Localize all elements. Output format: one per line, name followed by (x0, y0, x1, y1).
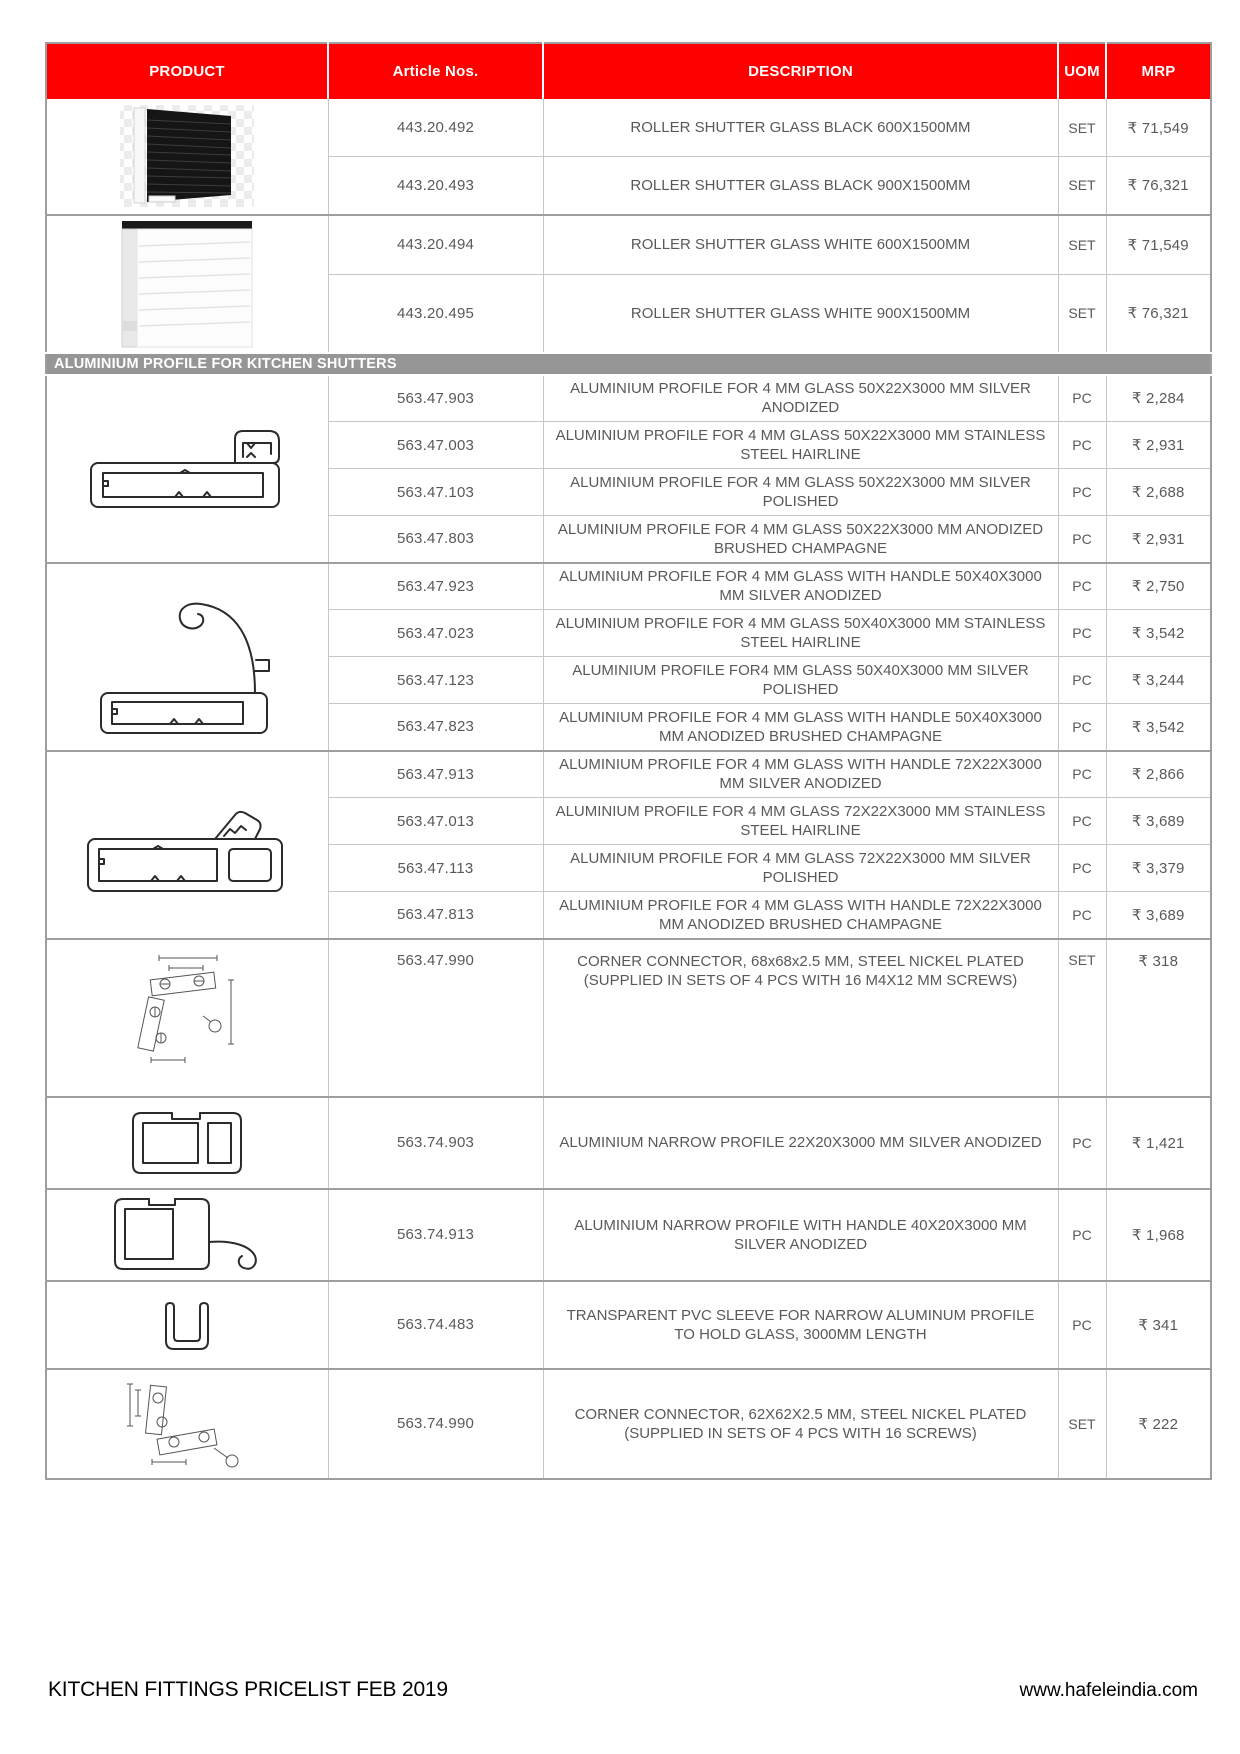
description-cell: ROLLER SHUTTER GLASS WHITE 600X1500MM (543, 215, 1058, 275)
mrp-cell: ₹ 2,750 (1106, 563, 1211, 610)
column-header-mrp: MRP (1106, 43, 1211, 99)
product-image-corner-connector-62 (46, 1369, 328, 1479)
description-cell: ALUMINIUM PROFILE FOR 4 MM GLASS WITH HANDLE 50X40X3000 MM ANODIZED BRUSHED CHAMPAGNE (543, 704, 1058, 751)
column-header-product: PRODUCT (46, 43, 328, 99)
article-cell: 563.47.903 (328, 375, 543, 422)
uom-cell: PC (1058, 1189, 1106, 1281)
product-image-roller-shutter-white (46, 215, 328, 353)
column-header-description: DESCRIPTION (543, 43, 1058, 99)
uom-cell: SET (1058, 275, 1106, 353)
article-cell: 563.47.990 (328, 939, 543, 1097)
table-row (46, 375, 1211, 422)
uom-cell: PC (1058, 1097, 1106, 1189)
mrp-cell: ₹ 3,244 (1106, 657, 1211, 704)
description-cell: ALUMINIUM PROFILE FOR 4 MM GLASS WITH HANDLE 72X22X3000 MM SILVER ANODIZED (543, 751, 1058, 798)
mrp-cell: ₹ 76,321 (1106, 157, 1211, 215)
article-cell: 563.47.003 (328, 422, 543, 469)
table-row (46, 215, 1211, 275)
description-cell: ALUMINIUM PROFILE FOR 4 MM GLASS 50X22X3000 MM SILVER POLISHED (543, 469, 1058, 516)
description-cell: ALUMINIUM PROFILE FOR4 MM GLASS 50X40X3000 MM SILVER POLISHED (543, 657, 1058, 704)
profile-72x22-handle-drawing (83, 779, 291, 911)
description-cell: ROLLER SHUTTER GLASS BLACK 900X1500MM (543, 157, 1058, 215)
mrp-cell: ₹ 2,284 (1106, 375, 1211, 422)
description-cell: ALUMINIUM PROFILE FOR 4 MM GLASS 50X22X3000 MM SILVER ANODIZED (543, 375, 1058, 422)
article-cell: 563.74.903 (328, 1097, 543, 1189)
uom-cell: SET (1058, 99, 1106, 157)
uom-cell: PC (1058, 516, 1106, 563)
column-header-uom: UOM (1058, 43, 1106, 99)
mrp-cell: ₹ 341 (1106, 1281, 1211, 1369)
mrp-cell: ₹ 2,688 (1106, 469, 1211, 516)
product-image-aluminium-narrow-profile-handle (46, 1189, 328, 1281)
roller-shutter-black-image (92, 103, 282, 209)
mrp-cell: ₹ 2,931 (1106, 422, 1211, 469)
mrp-cell: ₹ 2,866 (1106, 751, 1211, 798)
description-cell: ALUMINIUM PROFILE FOR 4 MM GLASS 50X22X3000 MM ANODIZED BRUSHED CHAMPAGNE (543, 516, 1058, 563)
uom-cell: PC (1058, 1281, 1106, 1369)
section-title: ALUMINIUM PROFILE FOR KITCHEN SHUTTERS (46, 353, 1106, 375)
pvc-sleeve-drawing (158, 1295, 216, 1355)
article-cell: 563.47.923 (328, 563, 543, 610)
uom-cell: PC (1058, 610, 1106, 657)
article-cell: 443.20.493 (328, 157, 543, 215)
uom-cell: PC (1058, 469, 1106, 516)
description-cell: CORNER CONNECTOR, 68x68x2.5 MM, STEEL NICKEL PLATED (SUPPLIED IN SETS OF 4 PCS WITH 16 M4X12 MM SCREWS) (543, 939, 1058, 1097)
description-cell: ALUMINIUM NARROW PROFILE 22X20X3000 MM SILVER ANODIZED (543, 1097, 1058, 1189)
product-image-pvc-sleeve (46, 1281, 328, 1369)
article-cell: 563.47.123 (328, 657, 543, 704)
article-cell: 563.74.990 (328, 1369, 543, 1479)
corner-connector-68-drawing (107, 952, 267, 1072)
article-cell: 443.20.494 (328, 215, 543, 275)
header-row (46, 43, 1211, 99)
uom-cell: PC (1058, 704, 1106, 751)
narrow-profile-drawing (128, 1108, 246, 1178)
description-cell: ALUMINIUM PROFILE FOR 4 MM GLASS 50X40X3000 MM STAINLESS STEEL HAIRLINE (543, 610, 1058, 657)
table-row (46, 1369, 1211, 1479)
uom-cell: PC (1058, 422, 1106, 469)
product-image-corner-connector-68 (46, 939, 328, 1097)
product-image-roller-shutter-black (46, 99, 328, 215)
table-row (46, 563, 1211, 610)
uom-cell: PC (1058, 563, 1106, 610)
product-image-aluminium-profile-50x22 (46, 375, 328, 563)
table-row (46, 751, 1211, 798)
product-image-aluminium-profile-72x22-handle (46, 751, 328, 939)
article-cell: 563.47.813 (328, 892, 543, 939)
uom-cell: PC (1058, 798, 1106, 845)
article-cell: 563.74.483 (328, 1281, 543, 1369)
page-footer (48, 1678, 1198, 1702)
table-row (46, 99, 1211, 157)
article-cell: 563.47.013 (328, 798, 543, 845)
mrp-cell: ₹ 76,321 (1106, 275, 1211, 353)
article-cell: 563.47.023 (328, 610, 543, 657)
product-image-aluminium-narrow-profile (46, 1097, 328, 1189)
description-cell: ROLLER SHUTTER GLASS WHITE 900X1500MM (543, 275, 1058, 353)
mrp-cell: ₹ 3,542 (1106, 610, 1211, 657)
article-cell: 443.20.492 (328, 99, 543, 157)
narrow-profile-handle-drawing (109, 1194, 265, 1276)
table-row (46, 1189, 1211, 1281)
description-cell: ROLLER SHUTTER GLASS BLACK 600X1500MM (543, 99, 1058, 157)
mrp-cell: ₹ 2,931 (1106, 516, 1211, 563)
description-cell: CORNER CONNECTOR, 62X62X2.5 MM, STEEL NICKEL PLATED (SUPPLIED IN SETS OF 4 PCS WITH 16 SCREWS) (543, 1369, 1058, 1479)
product-image-aluminium-profile-50x40-handle (46, 563, 328, 751)
table-row (46, 1097, 1211, 1189)
column-header-article: Article Nos. (328, 43, 543, 99)
mrp-cell: ₹ 1,968 (1106, 1189, 1211, 1281)
article-cell: 443.20.495 (328, 275, 543, 353)
table-row (46, 939, 1211, 1097)
uom-cell: SET (1058, 215, 1106, 275)
mrp-cell: ₹ 222 (1106, 1369, 1211, 1479)
section-header-row (46, 353, 1211, 375)
article-cell: 563.47.823 (328, 704, 543, 751)
mrp-cell: ₹ 3,689 (1106, 798, 1211, 845)
section-mrp-cell (1106, 353, 1211, 375)
uom-cell: PC (1058, 892, 1106, 939)
article-cell: 563.47.113 (328, 845, 543, 892)
profile-50x22-drawing (85, 421, 289, 517)
mrp-cell: ₹ 71,549 (1106, 215, 1211, 275)
description-cell: ALUMINIUM PROFILE FOR 4 MM GLASS 72X22X3000 MM STAINLESS STEEL HAIRLINE (543, 798, 1058, 845)
uom-cell: SET (1058, 157, 1106, 215)
pricelist-table (45, 42, 1212, 1480)
uom-cell: PC (1058, 751, 1106, 798)
roller-shutter-white-image (112, 218, 262, 350)
footer-title: KITCHEN FITTINGS PRICELIST FEB 2019 (48, 1678, 448, 1701)
description-cell: ALUMINIUM PROFILE FOR 4 MM GLASS 72X22X3000 MM SILVER POLISHED (543, 845, 1058, 892)
mrp-cell: ₹ 3,689 (1106, 892, 1211, 939)
mrp-cell: ₹ 3,542 (1106, 704, 1211, 751)
mrp-cell: ₹ 1,421 (1106, 1097, 1211, 1189)
description-cell: ALUMINIUM NARROW PROFILE WITH HANDLE 40X20X3000 MM SILVER ANODIZED (543, 1189, 1058, 1281)
footer-website: www.hafeleindia.com (1019, 1680, 1198, 1701)
description-cell: TRANSPARENT PVC SLEEVE FOR NARROW ALUMINUM PROFILE TO HOLD GLASS, 3000MM LENGTH (543, 1281, 1058, 1369)
article-cell: 563.74.913 (328, 1189, 543, 1281)
mrp-cell: ₹ 71,549 (1106, 99, 1211, 157)
uom-cell: SET (1058, 1369, 1106, 1479)
description-cell: ALUMINIUM PROFILE FOR 4 MM GLASS WITH HANDLE 50X40X3000 MM SILVER ANODIZED (543, 563, 1058, 610)
uom-cell: PC (1058, 657, 1106, 704)
article-cell: 563.47.913 (328, 751, 543, 798)
table-row (46, 1281, 1211, 1369)
profile-50x40-handle-drawing (95, 575, 279, 739)
article-cell: 563.47.103 (328, 469, 543, 516)
description-cell: ALUMINIUM PROFILE FOR 4 MM GLASS 50X22X3000 MM STAINLESS STEEL HAIRLINE (543, 422, 1058, 469)
description-cell: ALUMINIUM PROFILE FOR 4 MM GLASS WITH HANDLE 72X22X3000 MM ANODIZED BRUSHED CHAMPAGNE (543, 892, 1058, 939)
uom-cell: PC (1058, 375, 1106, 422)
corner-connector-62-drawing (122, 1376, 252, 1472)
uom-cell: PC (1058, 845, 1106, 892)
mrp-cell: ₹ 3,379 (1106, 845, 1211, 892)
uom-cell: SET (1058, 939, 1106, 1097)
mrp-cell: ₹ 318 (1106, 939, 1211, 1097)
article-cell: 563.47.803 (328, 516, 543, 563)
